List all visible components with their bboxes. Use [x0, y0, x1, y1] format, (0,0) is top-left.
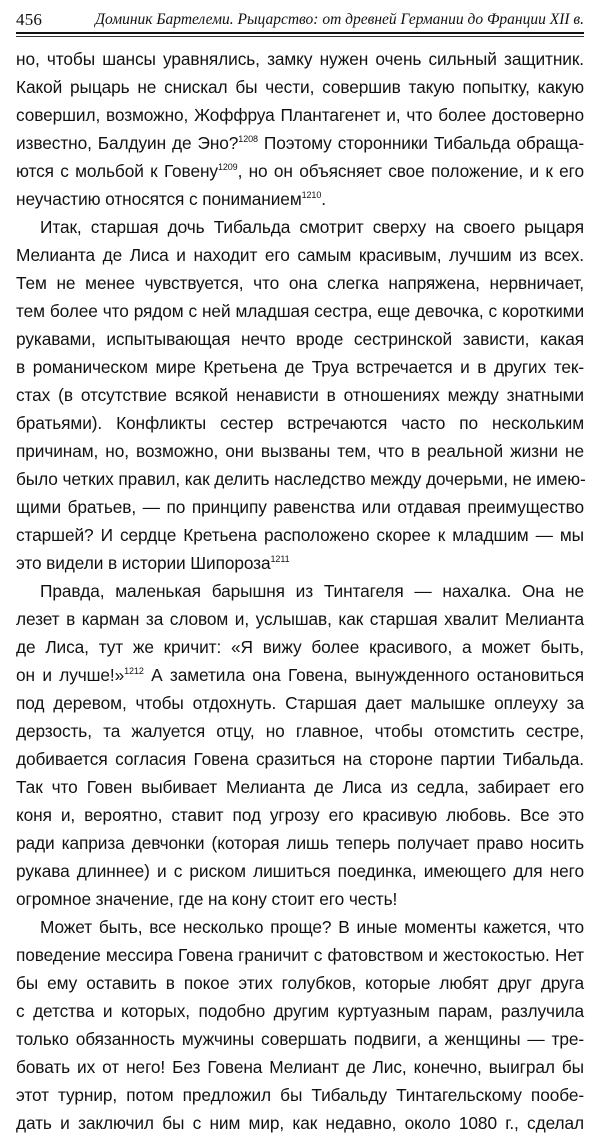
text-line [16, 213, 584, 241]
line-text: в романическом мире Кретьена де Труа встречается и в других тек- [16, 357, 584, 377]
text-line [16, 605, 584, 633]
line-text: щими братьев, — по принципу равенства или отдавая преимущество [16, 497, 584, 517]
line-text: с детства и которых, подобно другим куртуазным парам, разлучила [16, 1001, 584, 1021]
line-text: коня и, вероятно, ставит под угрозу его красивую любовь. Все это [16, 805, 584, 825]
line-text: братьями). Конфликты сестер встречаются часто по нескольким [16, 413, 584, 433]
text-line [16, 633, 584, 661]
text-line [16, 325, 584, 353]
line-text: огромное значение, где на кону стоит его честь! [16, 889, 398, 909]
line-text: это видели в истории Шипороза [16, 553, 271, 573]
text-line [16, 801, 584, 829]
line-text: он и лучше!» [16, 665, 125, 685]
line-text: ради каприза девчонки (которая лишь теперь получает право носить [16, 833, 584, 853]
line-text: Правда, маленькая барышня из Тинтагеля — нахалка. Она не [40, 581, 584, 601]
text-line [16, 493, 584, 521]
text-line [16, 409, 584, 437]
line-text: стах (в отсутствие всякой ненависти в отношениях между знатными [16, 385, 584, 405]
line-text: дерзость, та жалуется отцу, но главное, чтобы отомстить сестре, [16, 721, 584, 741]
text-line [16, 129, 584, 157]
text-line [16, 997, 584, 1025]
line-text: дать и заключил бы с ним мир, как недавно, около 1080 г., сделал [16, 1113, 584, 1133]
line-text: Так что Говен выбивает Мелианта де Лиса из седла, забирает его [16, 777, 584, 797]
text-line [16, 185, 584, 213]
footnote-ref: 1211 [270, 554, 290, 564]
text-line [16, 661, 584, 689]
text-line [16, 101, 584, 129]
line-text: под деревом, чтобы отдохнуть. Старшая дает малышке оплеуху за [16, 693, 584, 713]
body-text [16, 45, 584, 1137]
line-text: этот турнир, потом предложил бы Тибальду Тинтагельскому пообе- [16, 1085, 584, 1105]
line-text: совершил, возможно, Жоффруа Плантагенет и, что более достоверно [16, 105, 584, 125]
line-text: рукавами, испытывающая нечто вроде сестринской зависти, какая [16, 329, 584, 349]
line-text: де Лиса, тут же кричит: «Я вижу более красивого, а может быть, [16, 637, 584, 657]
line-text: Итак, старшая дочь Тибальда смотрит сверху на своего рыцаря [40, 217, 584, 237]
text-line [16, 381, 584, 409]
running-header [16, 10, 584, 32]
line-text: известно, Балдуин де Эно? [16, 133, 239, 153]
page-number: 456 [16, 10, 43, 29]
line-text-tail: . [321, 189, 326, 209]
text-line [16, 437, 584, 465]
text-line [16, 269, 584, 297]
line-text: только обязанность мужчины совершать подвиги, а женщины — тре- [16, 1029, 584, 1049]
line-text: Какой рыцарь не снискал бы чести, совершив такую попытку, какую [16, 77, 584, 97]
line-text: ются с мольбой к Говену [16, 161, 218, 181]
text-line [16, 941, 584, 969]
line-text: добивается согласия Говена сразиться на стороне партии Тибальда. [16, 749, 584, 769]
line-text: неучастию относятся с пониманием [16, 189, 302, 209]
text-line [16, 885, 584, 913]
footnote-ref: 1212 [124, 666, 144, 676]
text-line [16, 969, 584, 997]
line-text-tail: А заметила она Говена, вынужденного остановиться [143, 665, 584, 685]
line-text: Может быть, все несколько проще? В иные моменты кажется, что [40, 917, 584, 937]
text-line [16, 1109, 584, 1137]
line-text: Мелианта де Лиса и находит его самым красивым, лучшим из всех. [16, 245, 584, 265]
line-text: лезет в карман за словом и, услышав, как старшая хвалит Мелианта [16, 609, 584, 629]
text-line [16, 913, 584, 941]
footnote-ref: 1209 [217, 162, 238, 172]
line-text: рукава длиннее) и с риском лишиться поединка, имеющего для него [16, 861, 584, 881]
line-text: причинам, но, возможно, они вызваны тем, что в реальной жизни не [16, 441, 584, 461]
text-line [16, 521, 584, 549]
text-line [16, 157, 584, 185]
text-line [16, 1081, 584, 1109]
line-text: бы ему оставить в покое этих голубков, которые любят друг друга [16, 973, 584, 993]
text-line [16, 297, 584, 325]
text-line [16, 241, 584, 269]
text-line [16, 829, 584, 857]
line-text: было четких правил, как делить наследство между дочерьми, не имею- [16, 469, 586, 489]
footnote-ref: 1208 [238, 134, 258, 144]
line-text: бовать их от него! Без Говена Мелиант де Лис, конечно, выиграл бы [16, 1057, 584, 1077]
line-text: тем более что рядом с ней младшая сестра, еще девочка, с короткими [16, 301, 584, 321]
text-line [16, 465, 584, 493]
header-rule-thin [16, 36, 584, 37]
text-line [16, 549, 584, 577]
footnote-ref: 1210 [301, 190, 322, 200]
text-line [16, 745, 584, 773]
line-text-tail: Поэтому сторонники Тибальда обраща- [257, 133, 584, 153]
text-line [16, 73, 584, 101]
header-rule-thick [16, 32, 584, 34]
text-line [16, 353, 584, 381]
line-text: поведение мессира Говена граничит с фатовством и жестокостью. Нет [16, 945, 584, 965]
text-line [16, 1025, 584, 1053]
line-text-tail: , но он объясняет свое положение, и к его [237, 161, 584, 181]
text-line [16, 577, 584, 605]
text-line [16, 773, 584, 801]
text-line [16, 857, 584, 885]
text-line [16, 1053, 584, 1081]
text-line [16, 717, 584, 745]
line-text: но, чтобы шансы уравнялись, замку нужен очень сильный защитник. [16, 49, 584, 69]
line-text: старшей? И сердце Кретьена расположено скорее к младшим — мы [16, 525, 584, 545]
running-title: Доминик Бартелеми. Рыцарство: от древней Германии до Франции XII в. [95, 11, 584, 28]
text-line [16, 689, 584, 717]
line-text: Тем не менее чувствуется, что она слегка напряжена, нервничает, [16, 273, 584, 293]
text-line [16, 45, 584, 73]
